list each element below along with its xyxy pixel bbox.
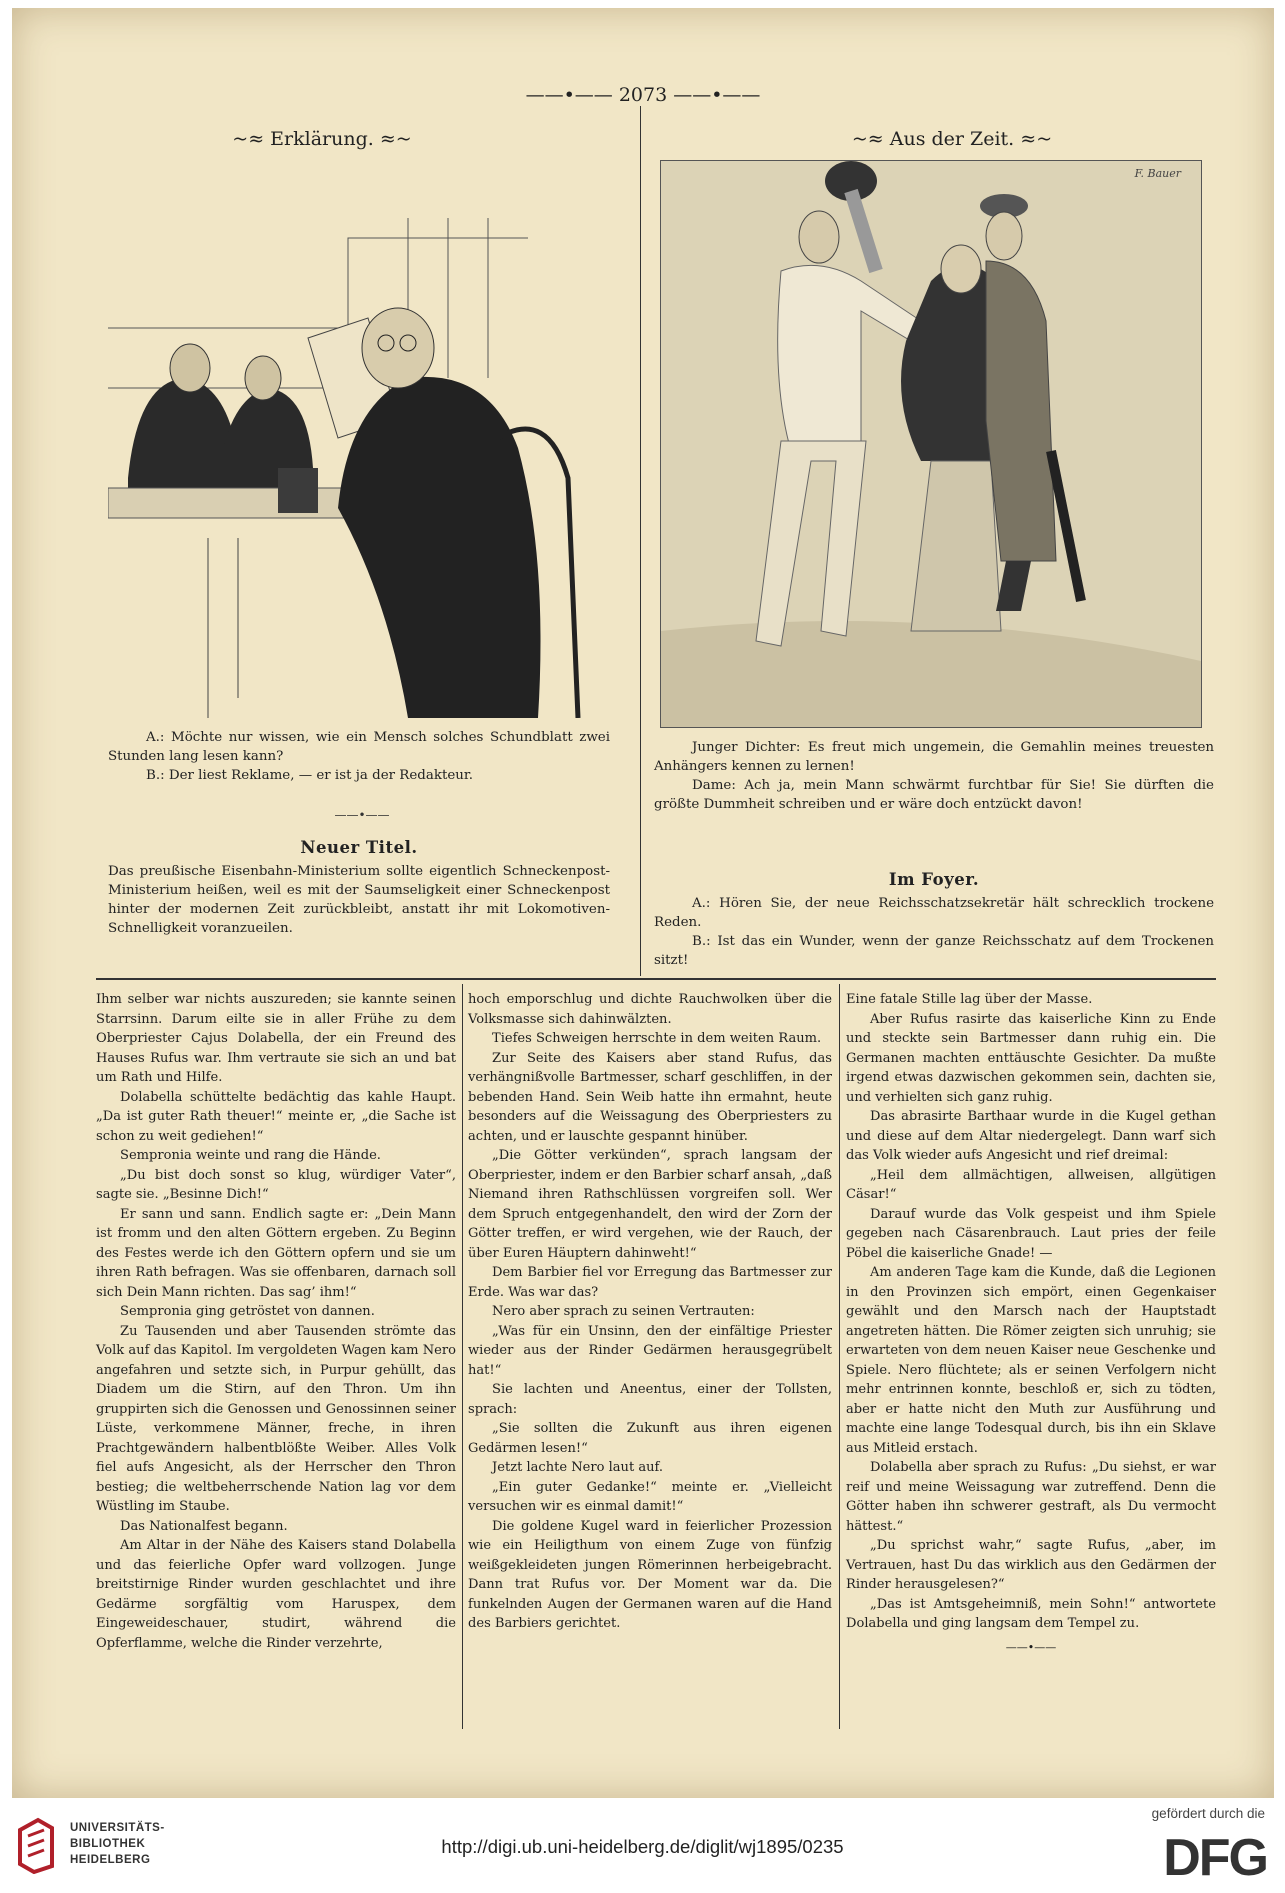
story-paragraph: Dem Barbier fiel vor Erregung das Bartmesser zur Erde. Was war das?	[468, 1265, 832, 1300]
story-paragraph: „Was für ein Unsinn, den der einfältige Priester wieder aus der Rinder Gedärmen herausgegrübelt hat!“	[468, 1323, 832, 1378]
story-paragraph: Am Altar in der Nähe des Kaisers stand Dolabella und das feierliche Opfer ward vollzogen. Junge breitstirnige Rinder wurden geschlachtet und ihre Gedärme sorgfältig vom Haruspex, dem Eingeweideschauer, studirt, während die Opferflamme, welche die Rinder verzehrte,	[96, 1538, 456, 1651]
story-paragraph: Jetzt lachte Nero laut auf.	[492, 1460, 664, 1475]
right-text	[654, 894, 1214, 970]
cafe-table	[108, 488, 378, 518]
left-text-paragraph: Das preußische Eisenbahn-Ministerium sollte eigentlich Schneckenpost-Ministerium heißen, weil es mit der Saumseligkeit einer Schneckenpost hinter der modernen Zeit zurückbleibt, anstatt ihr mit Lokomotiven-Schnelligkeit voranzueilen.	[108, 864, 610, 936]
story-divider-2	[839, 984, 840, 1729]
left-divider-ornament: ——•——	[334, 808, 390, 822]
left-caption-line-b: B.: Der liest Reklame, — er ist ja der Redakteur.	[146, 768, 474, 783]
story-paragraph: Zur Seite des Kaisers aber stand Rufus, das verhängnißvolle Bartmesser, scharf geschliffen, in der bebenden Hand. Sein Weib hatte ihn ermahnt, heute besonders auf die Weissagung des Oberpriesters zu achten, und er lauschte gespannt hinüber.	[468, 1050, 832, 1144]
story-end-ornament: ——•——	[1005, 1640, 1057, 1654]
footer-bar	[0, 1798, 1285, 1893]
story-paragraph: Darauf wurde das Volk gespeist und ihm Spiele gegeben nach Cäsarenbrauch. Laut pries der feile Pöbel die kaiserliche Gnade! —	[846, 1206, 1216, 1261]
cafe-scene-drawing	[108, 178, 608, 718]
story-paragraph: „Sie sollten die Zukunft aus ihren eigenen Gedärmen lesen!“	[468, 1421, 832, 1456]
right-caption-line-a: Junger Dichter: Es freut mich ungemein, die Gemahlin meines treuesten Anhängers kennen zu lernen!	[654, 740, 1214, 774]
right-text-line-b: B.: Ist das ein Wunder, wenn der ganze Reichsschatz auf dem Trockenen sitzt!	[654, 934, 1214, 968]
story-paragraph: Er sann und sann. Endlich sagte er: „Dein Mann ist fromm und den alten Göttern ergeben. Zu Beginn des Festes werde ich den Göttern opfern und sie um ihren Rath befragen. Was sie offenbaren, darnach soll sich Dein Mann richten. Das sag’ ihm!“	[96, 1206, 456, 1300]
story-column-2	[468, 990, 832, 1634]
right-caption	[654, 738, 1214, 814]
story-paragraph: Das abrasirte Barthaar wurde in die Kugel gethan und diese auf dem Altar niedergelegt. Dann warf sich das Volk wieder aufs Angesicht und rief dreimal:	[846, 1109, 1216, 1163]
story-paragraph: Sie lachten und Aneentus, einer der Tollsten, sprach:	[468, 1382, 832, 1417]
story-paragraph: Sempronia ging getröstet von dannen.	[120, 1304, 375, 1319]
ornament-left: ——•——	[525, 84, 619, 106]
page-number	[12, 84, 1274, 106]
right-heading: ~≈ Aus der Zeit. ≈~	[851, 128, 1053, 150]
left-caption	[108, 728, 610, 785]
left-subhead: Neuer Titel.	[300, 838, 418, 857]
section-rule	[96, 978, 1216, 980]
reading-man-figure	[338, 377, 541, 718]
cafe-illustration	[108, 178, 608, 718]
reading-man-head	[362, 308, 434, 388]
story-paragraph: Aber Rufus rasirte das kaiserliche Kinn zu Ende und steckte sein Bartmesser dann ruhig ein. Die Germanen machten enttäuschte Gesichter. Da mußte irgend etwas dazwischen gekommen sein, dachten sie, und verhielten sich ganz ruhig.	[846, 1011, 1216, 1105]
library-line: HEIDELBERG	[70, 1854, 151, 1866]
left-heading: ~≈ Erklärung. ≈~	[232, 128, 412, 150]
story-paragraph: Eine fatale Stille lag über der Masse.	[846, 992, 1093, 1007]
scanned-page	[12, 8, 1274, 1798]
library-line: UNIVERSITÄTS-	[70, 1822, 165, 1834]
lady-head	[941, 245, 981, 293]
story-paragraph: Ihm selber war nichts auszureden; sie kannte seinen Starrsinn. Darum eilte sie in aller Frühe zu dem Oberpriester Cajus Dolabella, der ein Freund des Hauses Rufus war. Ihm vertraute sie sich an und bat um Rath und Hilfe.	[96, 992, 456, 1085]
right-text-line-a: A.: Hören Sie, der neue Reichsschatzsekretär hält schrecklich trockene Reden.	[654, 896, 1214, 930]
left-text	[108, 862, 610, 938]
page-number-value: 2073	[618, 84, 668, 106]
poet-head	[799, 211, 839, 263]
story-paragraph: hoch emporschlug und dichte Rauchwolken über die Volksmasse sich dahinwälzten.	[468, 992, 832, 1027]
funded-by-label: gefördert durch die	[1151, 1806, 1265, 1821]
library-line: BIBLIOTHEK	[70, 1838, 146, 1850]
man-head	[986, 212, 1022, 260]
story-paragraph: Zu Tausenden und aber Tausenden strömte das Volk auf das Kapitol. Im vergoldeten Wagen kam Nero angefahren und setzte sich, in Purpur gehüllt, das Diadem um die Stirn, auf den Thron. Um ihn gruppirten sich die Genossen und Genossinnen seiner Lüste, verkommene Männer, freche, in ihren Prachtgewändern halbentblößte Weiber. Alles Volk fiel aufs Angesicht, als der Herrscher den Thron bestieg; die weltbeherrschende Nation lag vor dem Wüstling im Staube.	[96, 1323, 456, 1514]
story-paragraph: Dolabella aber sprach zu Rufus: „Du siehst, er war reif und meine Weissagung war zutreffend. Denn die Götter haben ihn schwerer gestraft, als Du vermocht hättest.“	[846, 1460, 1216, 1534]
story-divider-1	[462, 984, 463, 1729]
story-paragraph: Am anderen Tage kam die Kunde, daß die Legionen in den Provinzen sich empört, einen Gegenkaiser gewählt und den Marsch nach der Hauptstadt angetreten hätten. Die Römer zeigten sich unruhig; sie erwarteten von dem neuen Kaiser neue Geschenke und Spiele. Nero flüchtete; als er seinen Verfolgern nicht mehr entrinnen konnte, beschloß er, sich zu tödten, aber er hatte nicht den Muth zur Ausführung und machte eine lange Todesqual durch, bis ihn ein Sklave aus Mitleid erstach.	[846, 1265, 1216, 1456]
dfg-logo: DFG	[1163, 1829, 1267, 1887]
story-paragraph: „Du sprichst wahr,“ sagte Rufus, „aber, im Vertrauen, hast Du das wirklich aus den Gedärmen der Rinder herausgelesen?“	[846, 1538, 1216, 1592]
story-paragraph: Sempronia weinte und rang die Hände.	[120, 1148, 381, 1163]
poet-illustration	[660, 160, 1202, 728]
top-column-divider	[640, 106, 641, 976]
poet-scene-drawing	[661, 161, 1201, 727]
story-column-3	[846, 990, 1216, 1657]
right-caption-line-b: Dame: Ach ja, mein Mann schwärmt furchtbar für Sie! Sie dürften die größte Dummheit schreiben und er wäre doch entzückt davon!	[654, 778, 1214, 812]
story-paragraph: „Heil dem allmächtigen, allweisen, allgütigen Cäsar!“	[846, 1167, 1216, 1202]
ornament-right: ——•——	[667, 84, 761, 106]
story-paragraph: Die goldene Kugel ward in feierlicher Prozession wie ein Heiligthum von einem Zuge von fünfzig weißgekleideten jungen Römerinnen herbeigebracht. Dann trat Rufus vor. Der Moment war da. Die funkelnden Augen der Germanen waren auf die Hand des Barbiers gerichtet.	[468, 1518, 832, 1631]
left-caption-line-a: A.: Möchte nur wissen, wie ein Mensch solches Schundblatt zwei Stunden lang lesen kann?	[108, 730, 610, 764]
beer-mug	[278, 468, 318, 513]
story-paragraph: Dolabella schüttelte bedächtig das kahle Haupt. „Da ist guter Rath theuer!“ meinte er, „die Sache ist schon zu weit gediehen!“	[96, 1089, 456, 1144]
story-paragraph: Das Nationalfest begann.	[120, 1518, 288, 1534]
story-column-1	[96, 990, 456, 1653]
story-paragraph: „Die Götter verkünden“, sprach langsam der Oberpriester, indem er den Barbier scharf ansah, „daß Niemand ihren Rathschlüssen vorgreifen soll. Wer dem Spruch entgegenhandelt, den wird der Zorn der Götter treffen, er wird vergehen, wie der Rauch, der über Euren Häuptern dahinweht!“	[468, 1148, 832, 1261]
story-paragraph: „Du bist doch sonst so klug, würdiger Vater“, sagte sie. „Besinne Dich!“	[96, 1167, 456, 1202]
story-paragraph: Tiefes Schweigen herrschte in dem weiten Raum.	[492, 1031, 822, 1046]
right-subhead: Im Foyer.	[888, 870, 980, 889]
artist-signature: F. Bauer	[1134, 167, 1181, 180]
source-url-link[interactable]: http://digi.ub.uni-heidelberg.de/diglit/wj1895/0235	[441, 1836, 844, 1857]
story-paragraph: „Ein guter Gedanke!“ meinte er. „Vielleicht versuchen wir es einmal damit!“	[468, 1479, 832, 1514]
story-paragraph: „Das ist Amtsgeheimniß, mein Sohn!“ antwortete Dolabella und ging langsam dem Tempel zu.	[846, 1596, 1216, 1631]
story-paragraph: Nero aber sprach zu seinen Vertrauten:	[492, 1304, 755, 1319]
